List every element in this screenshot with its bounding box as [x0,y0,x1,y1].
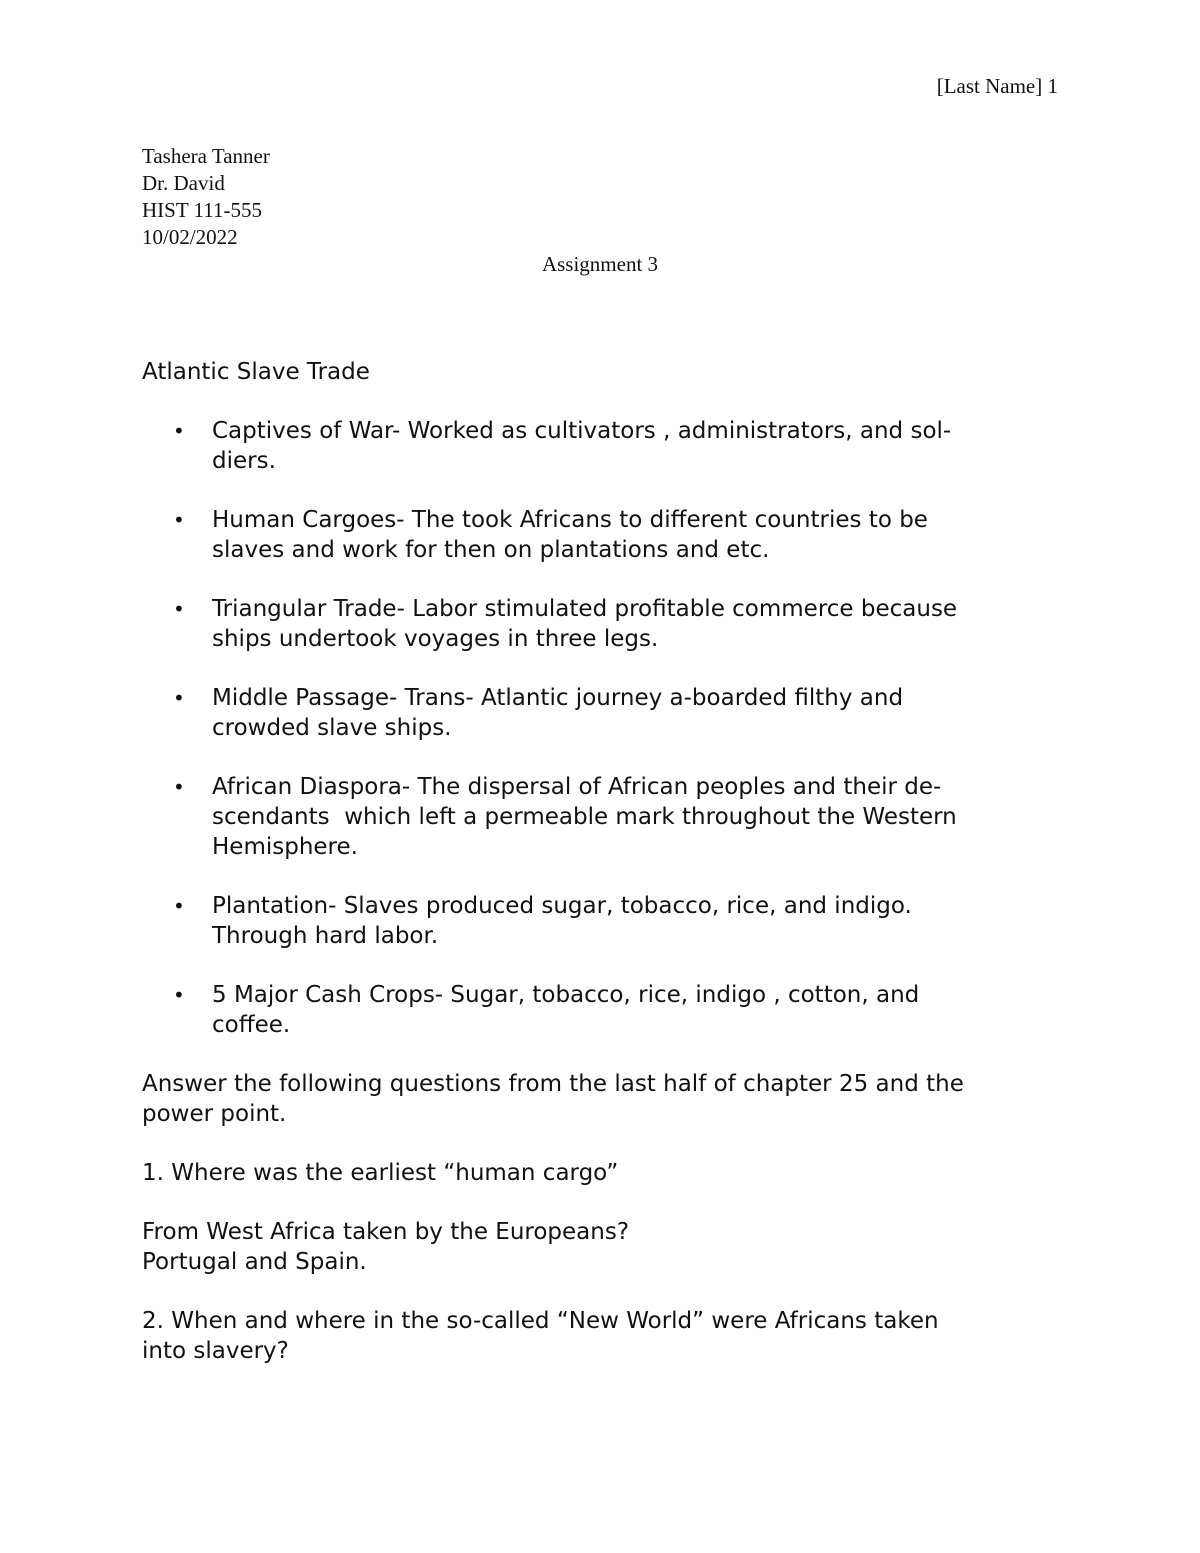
paragraph-line: Answer the following questions from the last half of chapter 25 and the [142,1071,964,1097]
bullet-icon: • [173,894,185,918]
paragraph-line: From West Africa taken by the Europeans? [142,1219,630,1245]
paragraph-line: 1. Where was the earliest “human cargo” [142,1160,619,1186]
paragraph [142,1217,1062,1277]
bullet-item [142,594,1062,654]
question-section [142,1069,1062,1366]
bullet-text-line: slaves and work for then on plantations and etc. [212,537,770,563]
instructor-name: Dr. David [142,171,225,195]
paragraph [142,1306,1062,1366]
bullet-item [142,891,1062,951]
bullet-text-line: Triangular Trade- Labor stimulated profitable commerce because [212,596,958,622]
submission-date: 10/02/2022 [142,225,238,249]
bullet-text-line: Middle Passage- Trans- Atlantic journey a-boarded filthy and [212,685,904,711]
bullet-icon: • [173,686,185,710]
assignment-title: Assignment 3 [541,252,659,276]
paragraph-line: 2. When and where in the so-called “New World” were Africans taken [142,1308,939,1334]
bullet-text-line: Captives of War- Worked as cultivators , administrators, and sol- [212,418,952,444]
bullet-text-line: 5 Major Cash Crops- Sugar, tobacco, rice, indigo , cotton, and [212,982,920,1008]
bullet-icon: • [173,775,185,799]
author-block [142,143,270,251]
bullet-text-line: Human Cargoes- The took Africans to different countries to be [212,507,928,533]
bullet-icon: • [173,508,185,532]
course-code: HIST 111-555 [142,198,262,222]
bullet-item [142,980,1062,1040]
paragraph-line: power point. [142,1101,287,1127]
paragraph-line: Portugal and Spain. [142,1249,367,1275]
bullet-text-line: ships undertook voyages in three legs. [212,626,659,652]
running-head: [Last Name] 1 [936,74,1058,98]
bullet-icon: • [173,983,185,1007]
paragraph-line: into slavery? [142,1338,289,1364]
bullet-text-line: scendants which left a permeable mark throughout the Western [212,804,957,830]
bullet-text-line: African Diaspora- The dispersal of African peoples and their de- [212,774,942,800]
bullet-text-line: coffee. [212,1012,291,1038]
bullet-item [142,505,1062,565]
bullet-item [142,772,1062,862]
bullet-item [142,416,1062,476]
author-name: Tashera Tanner [142,144,270,168]
bullet-text-line: Through hard labor. [212,923,439,949]
bullet-text-line: Plantation- Slaves produced sugar, tobacco, rice, and indigo. [212,893,912,919]
document-body [142,357,1062,1395]
bullet-text-line: crowded slave ships. [212,715,452,741]
bullet-icon: • [173,597,185,621]
paragraph [142,1069,1062,1129]
section-title: Atlantic Slave Trade [142,359,370,385]
bullet-item [142,683,1062,743]
paragraph [142,1158,1062,1188]
bullet-text-line: diers. [212,448,276,474]
bullet-list [142,416,1062,1040]
bullet-text-line: Hemisphere. [212,834,358,860]
bullet-icon: • [173,419,185,443]
